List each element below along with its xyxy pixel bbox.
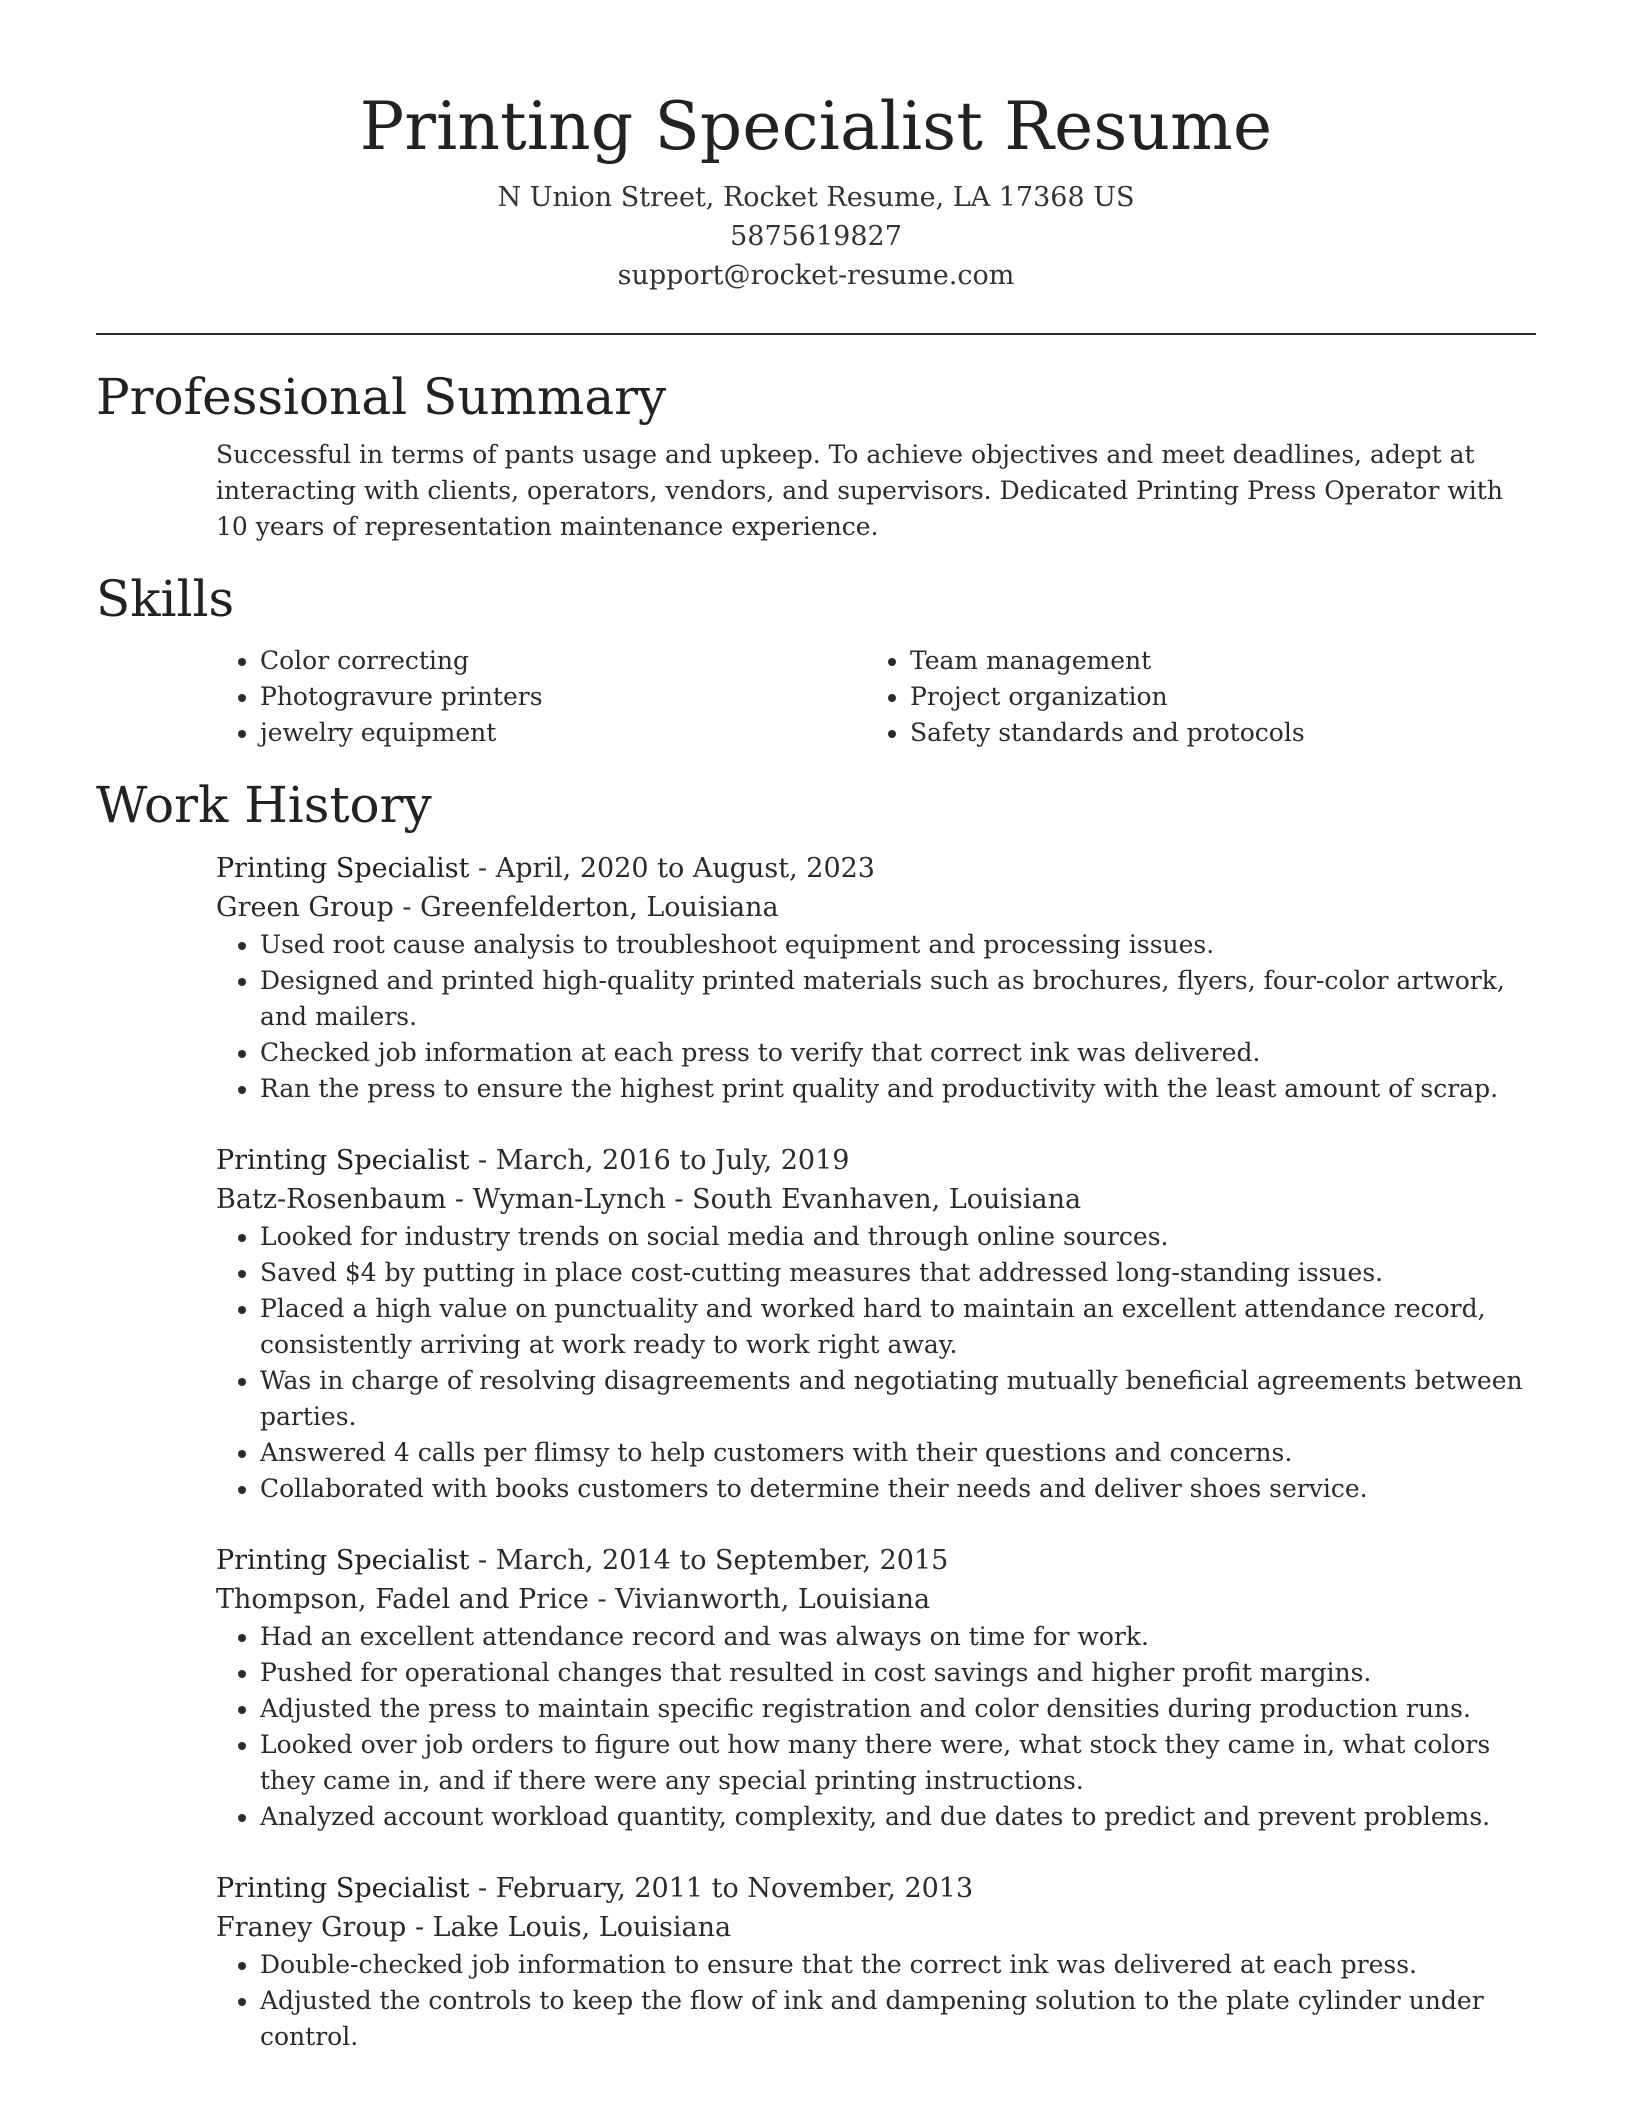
job-title: Printing Specialist bbox=[216, 853, 470, 884]
job-dates: - February, 2011 to November, 2013 bbox=[469, 1873, 974, 1904]
skill-item: • Color correcting bbox=[260, 643, 866, 679]
job-entry bbox=[216, 1869, 1536, 2055]
job-bullet: • Adjusted the press to maintain specific registration and color densities during production runs. bbox=[260, 1691, 1536, 1727]
job-company: Batz-Rosenbaum - Wyman-Lynch bbox=[216, 1184, 666, 1215]
job-company-line bbox=[216, 1908, 1536, 1947]
job-location: - Vivianworth, Louisiana bbox=[588, 1584, 931, 1615]
job-bullet: • Was in charge of resolving disagreements and negotiating mutually beneficial agreements between parties. bbox=[260, 1363, 1536, 1435]
job-title-line bbox=[216, 1141, 1536, 1180]
job-title-line bbox=[216, 1869, 1536, 1908]
job-bullet: • Had an excellent attendance record and was always on time for work. bbox=[260, 1619, 1536, 1655]
header-divider bbox=[96, 333, 1536, 335]
summary-text: Successful in terms of pants usage and upkeep. To achieve objectives and meet deadlines, adept at interacting with clients, operators, vendors, and supervisors. Dedicated Printing Press Operator with 10 years of representation maintenance experience. bbox=[216, 440, 1503, 541]
job-company: Thompson, Fadel and Price bbox=[216, 1584, 589, 1615]
skill-item: • Project organization bbox=[910, 679, 1516, 715]
job-company-line bbox=[216, 1180, 1536, 1219]
job-entry bbox=[216, 1141, 1536, 1507]
job-bullet: • Saved $4 by putting in place cost-cutting measures that addressed long-standing issues. bbox=[260, 1255, 1536, 1291]
skills-heading: Skills bbox=[96, 570, 235, 628]
skill-item: • Safety standards and protocols bbox=[910, 715, 1516, 751]
job-title: Printing Specialist bbox=[216, 1873, 470, 1904]
job-location: - Lake Louis, Louisiana bbox=[406, 1912, 732, 1943]
contact-email: support@rocket-resume.com bbox=[617, 260, 1015, 291]
contact-address: N Union Street, Rocket Resume, LA 17368 US bbox=[497, 182, 1135, 213]
job-company: Franey Group bbox=[216, 1912, 407, 1943]
job-title-line bbox=[216, 849, 1536, 888]
work-history-heading: Work History bbox=[96, 776, 432, 834]
summary-section bbox=[96, 365, 1536, 545]
job-entry bbox=[216, 1541, 1536, 1835]
contact-phone: 5875619827 bbox=[730, 221, 902, 252]
job-bullet: • Designed and printed high-quality printed materials such as brochures, flyers, four-color artwork, and mailers. bbox=[260, 963, 1536, 1035]
job-dates: - April, 2020 to August, 2023 bbox=[469, 853, 875, 884]
skill-item: • Photogravure printers bbox=[260, 679, 866, 715]
skills-grid bbox=[216, 643, 1536, 751]
job-bullet: • Double-checked job information to ensure that the correct ink was delivered at each press. bbox=[260, 1947, 1536, 1983]
job-dates: - March, 2016 to July, 2019 bbox=[469, 1145, 850, 1176]
job-bullet: • Answered 4 calls per flimsy to help customers with their questions and concerns. bbox=[260, 1435, 1536, 1471]
job-title-line bbox=[216, 1541, 1536, 1580]
job-bullet: • Looked for industry trends on social media and through online sources. bbox=[260, 1219, 1536, 1255]
job-company: Green Group bbox=[216, 892, 394, 923]
job-location: - Greenfelderton, Louisiana bbox=[393, 892, 779, 923]
skills-section bbox=[96, 567, 1536, 751]
job-dates: - March, 2014 to September, 2015 bbox=[469, 1545, 949, 1576]
job-bullet: • Pushed for operational changes that resulted in cost savings and higher profit margins. bbox=[260, 1655, 1536, 1691]
work-history-section bbox=[96, 773, 1536, 2055]
job-company-line bbox=[216, 888, 1536, 927]
job-title: Printing Specialist bbox=[216, 1545, 470, 1576]
job-bullet: • Used root cause analysis to troubleshoot equipment and processing issues. bbox=[260, 927, 1536, 963]
skills-column-left bbox=[216, 643, 866, 751]
job-bullet: • Adjusted the controls to keep the flow of ink and dampening solution to the plate cylinder under control. bbox=[260, 1983, 1536, 2055]
job-bullet: • Looked over job orders to figure out how many there were, what stock they came in, what colors they came in, and if there were any special printing instructions. bbox=[260, 1727, 1536, 1799]
summary-heading: Professional Summary bbox=[96, 368, 667, 426]
skills-column-right bbox=[866, 643, 1516, 751]
resume-title: Printing Specialist Resume bbox=[359, 88, 1273, 165]
contact-block bbox=[96, 178, 1536, 295]
job-bullet: • Collaborated with books customers to determine their needs and deliver shoes service. bbox=[260, 1471, 1536, 1507]
job-bullet: • Analyzed account workload quantity, complexity, and due dates to predict and prevent problems. bbox=[260, 1799, 1536, 1835]
resume-header bbox=[96, 0, 1536, 295]
job-location: - South Evanhaven, Louisiana bbox=[665, 1184, 1082, 1215]
job-bullet: • Ran the press to ensure the highest print quality and productivity with the least amount of scrap. bbox=[260, 1071, 1536, 1107]
job-title: Printing Specialist bbox=[216, 1145, 470, 1176]
job-bullet: • Checked job information at each press to verify that correct ink was delivered. bbox=[260, 1035, 1536, 1071]
skill-item: • jewelry equipment bbox=[260, 715, 866, 751]
job-company-line bbox=[216, 1580, 1536, 1619]
job-bullet: • Placed a high value on punctuality and worked hard to maintain an excellent attendance record, consistently arriving at work ready to work right away. bbox=[260, 1291, 1536, 1363]
skill-item: • Team management bbox=[910, 643, 1516, 679]
job-entry bbox=[216, 849, 1536, 1107]
